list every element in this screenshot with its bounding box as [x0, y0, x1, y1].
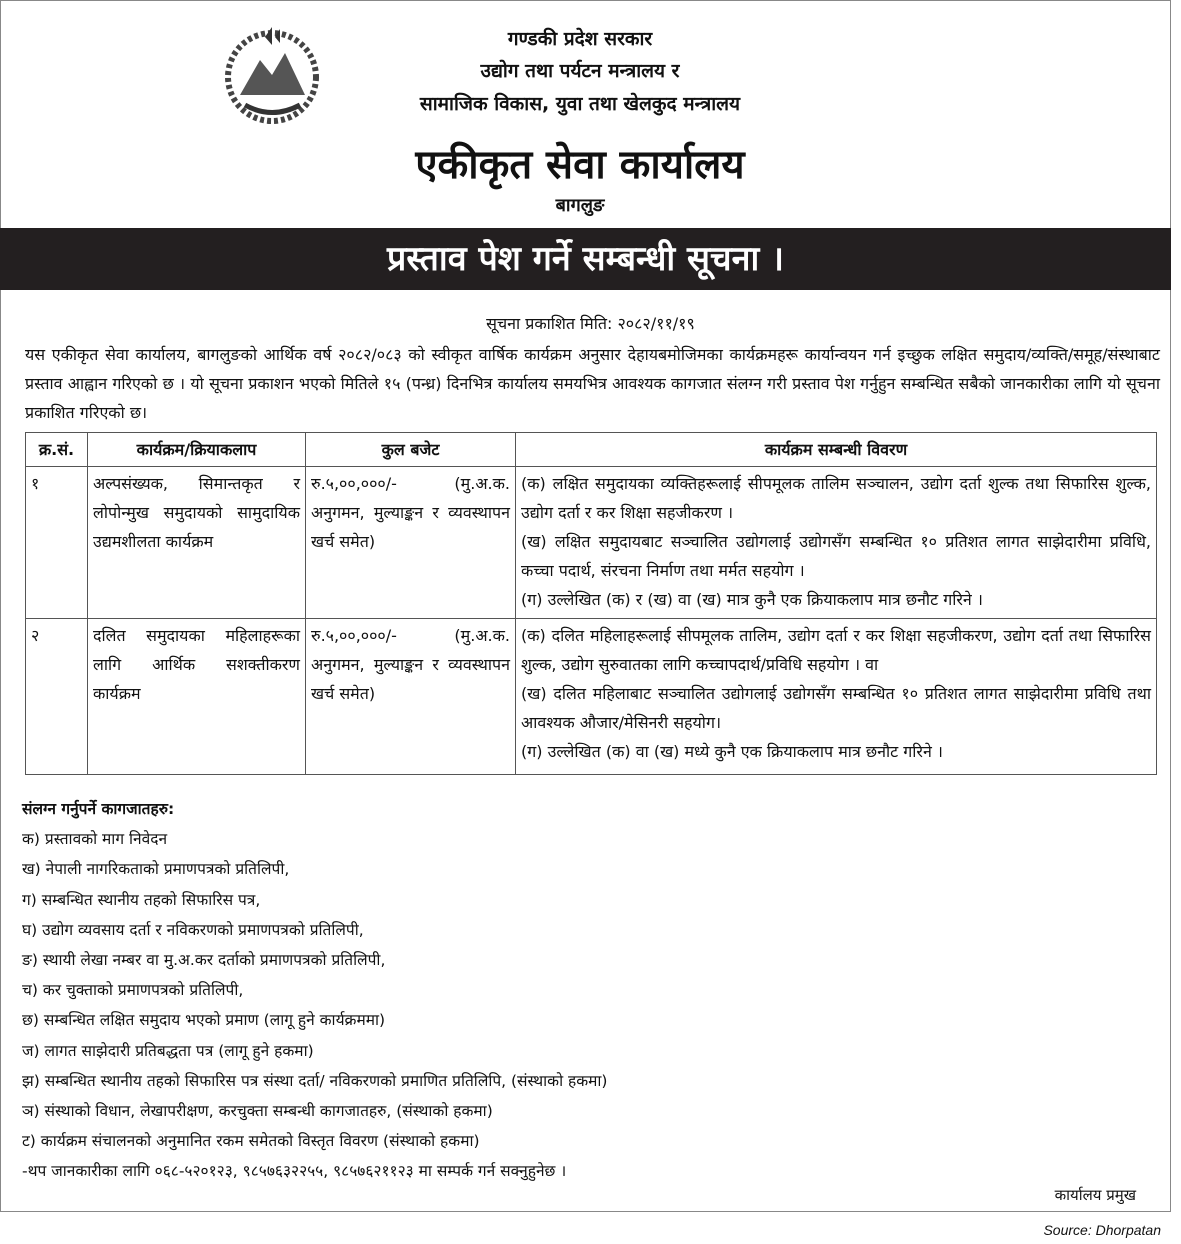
program-table	[25, 432, 1157, 775]
documents-title: संलग्न गर्नुपर्ने कागजातहरु:	[22, 800, 175, 818]
program-cell: दलित समुदायका महिलाहरूका लागि आर्थिक सशक्तीकरण कार्यक्रम	[88, 619, 306, 775]
program-cell: अल्पसंख्यक, सिमान्तकृत र लोपोन्मुख समुदायको सामुदायिक उद्यमशीलता कार्यक्रम	[88, 467, 306, 619]
notice-title-banner: प्रस्ताव पेश गर्ने सम्बन्धी सूचना ।	[0, 228, 1171, 290]
details-cell	[516, 467, 1157, 619]
detail-item: (ख) लक्षित समुदायबाट सञ्चालित उद्योगलाई उद्योगसँग सम्बन्धित १० प्रतिशत लागत साझेदारीमा प्रविधि, कच्चा पदार्थ, संरचना निर्माण तथा मर्मत सहयोग ।	[521, 532, 1151, 580]
office-location: बागलुङ	[555, 195, 605, 216]
document-item: छ) सम्बन्धित लक्षित समुदाय भएको प्रमाण (लागू हुने कार्यक्रममा)	[22, 1011, 386, 1030]
document-item: ख) नेपाली नागरिकताको प्रमाणपत्रको प्रतिलिपी,	[22, 860, 290, 879]
sn-cell: १	[26, 467, 88, 619]
table-row	[26, 619, 1157, 775]
document-item: ग) सम्बन्धित स्थानीय तहको सिफारिस पत्र,	[22, 890, 261, 909]
col-details: कार्यक्रम सम्बन्धी विवरण	[516, 433, 1157, 467]
document-item: ट) कार्यक्रम संचालनको अनुमानित रकम समेतको विस्तृत विवरण (संस्थाको हकमा)	[22, 1132, 480, 1151]
document-item: ज) लागत साझेदारी प्रतिबद्धता पत्र (लागू हुने हकमा)	[22, 1041, 314, 1060]
document-item: घ) उद्योग व्यवसाय दर्ता र नविकरणको प्रमाणपत्रको प्रतिलिपी,	[22, 920, 364, 939]
detail-item: (ग) उल्लेखित (क) वा (ख) मध्ये कुनै एक क्रियाकलाप मात्र छनौट गरिने ।	[521, 742, 943, 761]
office-name: एकीकृत सेवा कार्यालय	[415, 142, 745, 188]
document-item: ङ) स्थायी लेखा नम्बर वा मु.अ.कर दर्ताको प्रमाणपत्रको प्रतिलिपी,	[22, 951, 386, 970]
required-documents-list	[22, 794, 607, 1187]
document-item: झ) सम्बन्धित स्थानीय तहको सिफारिस पत्र संस्था दर्ता/ नविकरणको प्रमाणित प्रतिलिपि, (संस्थाको हकमा)	[22, 1071, 608, 1090]
ministry-line-2: सामाजिक विकास, युवा तथा खेलकुद मन्त्रालय	[419, 93, 741, 115]
col-budget: कुल बजेट	[306, 433, 516, 467]
detail-item: (क) लक्षित समुदायका व्यक्तिहरूलाई सीपमूलक तालिम सञ्चालन, उद्योग दर्ता शुल्क तथा सिफारिस शुल्क, उद्योग दर्ता र कर शिक्षा सहजीकरण ।	[521, 474, 1151, 522]
detail-item: (ग) उल्लेखित (क) र (ख) वा (ख) मात्र कुनै एक क्रियाकलाप मात्र छनौट गरिने ।	[521, 590, 983, 609]
ministry-line-1: उद्योग तथा पर्यटन मन्त्रालय र	[480, 60, 680, 82]
document-item: च) कर चुक्ताको प्रमाणपत्रको प्रतिलिपी,	[22, 981, 244, 1000]
document-item: क) प्रस्तावको माग निवेदन	[22, 830, 168, 849]
government-name: गण्डकी प्रदेश सरकार	[507, 28, 653, 50]
contact-info: -थप जानकारीका लागि ०६८-५२०१२३, ९८५७६३२२५५, ९८५७६२११२३ मा सम्पर्क गर्न सक्नुहुनेछ ।	[22, 1162, 567, 1181]
table-header-row	[26, 433, 1157, 467]
detail-item: (क) दलित महिलाहरूलाई सीपमूलक तालिम, उद्योग दर्ता र कर शिक्षा सहजीकरण, उद्योग दर्ता तथा सिफारिस शुल्क, उद्योग सुरुवातका लागि कच्चापदार्थ/प्रविधि सहयोग । वा	[521, 626, 1151, 674]
details-cell	[516, 619, 1157, 775]
signature-office-chief: कार्यालय प्रमुख	[1054, 1186, 1136, 1204]
detail-item: (ख) दलित महिलाबाट सञ्चालित उद्योगलाई उद्योगसँग सम्बन्धित १० प्रतिशत लागत साझेदारीमा प्रविधि तथा आवश्यक औजार/मेसिनरी सहयोग।	[521, 684, 1151, 732]
budget-cell: रु.५,००,०००/- (मु.अ.क. अनुगमन, मुल्याङ्कन र व्यवस्थापन खर्च समेत)	[306, 619, 516, 775]
source-credit: Source: Dhorpatan	[1043, 1222, 1161, 1238]
document-item: ञ) संस्थाको विधान, लेखापरीक्षण, करचुक्ता सम्बन्धी कागजातहरु, (संस्थाको हकमा)	[22, 1102, 493, 1121]
col-sn: क्र.सं.	[26, 433, 88, 467]
notice-paragraph: यस एकीकृत सेवा कार्यालय, बागलुङको आर्थिक वर्ष २०८२/०८३ को स्वीकृत वार्षिक कार्यक्रम अनुसार देहायबमोजिमका कार्यक्रमहरू कार्यान्वयन गर्न इच्छुक लक्षित समुदाय/व्यक्ति/समूह/संस्थाबाट प्रस्ताव आह्वान गरिएको छ । यो सूचना प्रकाशन भएको मितिले १५ (पन्ध्र) दिनभित्र कार्यालय समयभित्र आवश्यक कागजात संलग्न गरी प्रस्ताव पेश गर्नुहुन सम्बन्धित सबैको जानकारीका लागि यो सूचना प्रकाशित गरिएको छ।	[25, 345, 1160, 422]
col-program: कार्यक्रम/क्रियाकलाप	[88, 433, 306, 467]
budget-cell: रु.५,००,०००/- (मु.अ.क. अनुगमन, मुल्याङ्कन र व्यवस्थापन खर्च समेत)	[306, 467, 516, 619]
publish-date: सूचना प्रकाशित मिति: २०८२/११/१९	[486, 314, 695, 333]
table-row	[26, 467, 1157, 619]
sn-cell: २	[26, 619, 88, 775]
